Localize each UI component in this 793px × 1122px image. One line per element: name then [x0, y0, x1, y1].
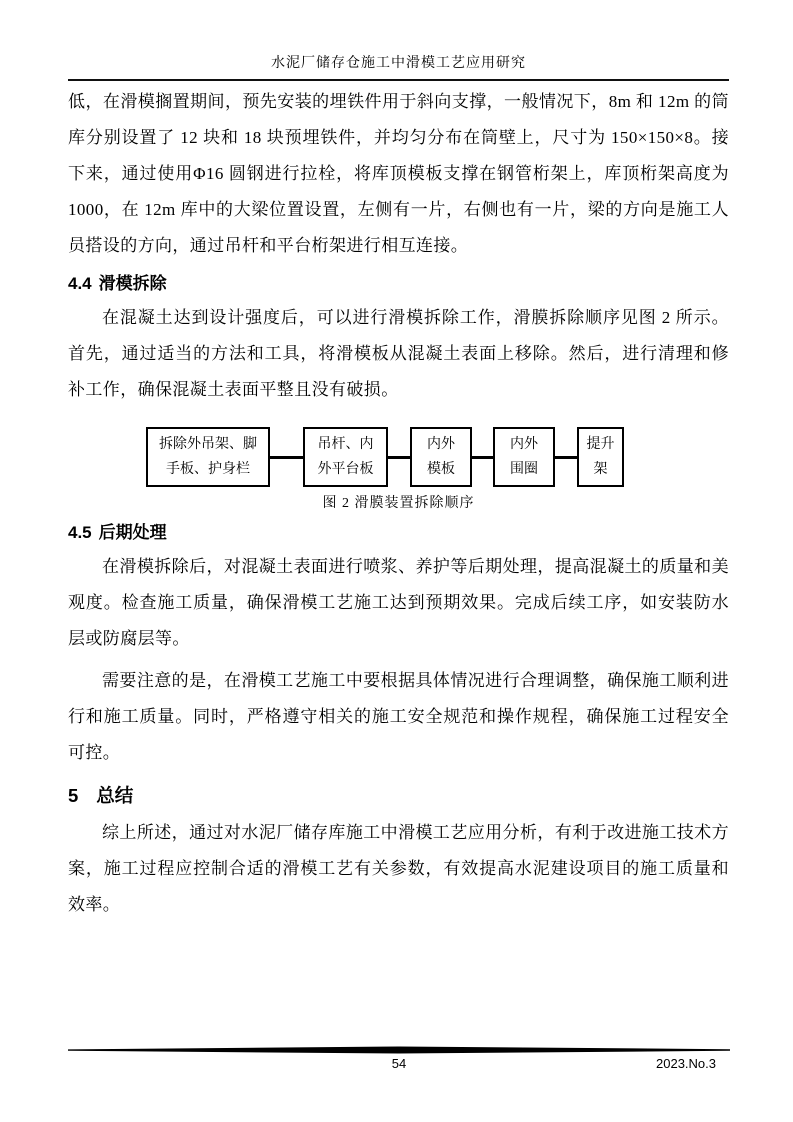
flow-box-text: 架: [593, 462, 608, 477]
section-title: 后期处理: [98, 523, 167, 542]
flow-box-formwork: [410, 427, 472, 487]
paragraph: 在滑模拆除后，对混凝土表面进行喷浆、养护等后期处理，提高混凝土的质量和美观度。检查施工质量，确保滑模工艺施工达到预期效果。完成后续工序，如安装防水层或防腐层等。: [68, 557, 729, 648]
footer-row: [68, 1056, 730, 1072]
flow-box-text: 围圈: [510, 462, 538, 477]
section-number: 4.5: [68, 523, 92, 542]
section-number: 4.4: [68, 274, 92, 293]
flow-box-text: 外平台板: [317, 462, 374, 477]
flow-box-text: 吊杆、内: [317, 437, 374, 452]
flow-box-hoops: [493, 427, 555, 487]
flow-connector: [388, 456, 410, 459]
section-heading-4-5: [68, 519, 729, 547]
paragraph-continuation: 低，在滑模搁置期间，预先安装的埋铁件用于斜向支撑，一般情况下，8m 和 12m 的筒库分别设置了 12 块和 18 块预埋铁件，并均匀分布在筒壁上，尺寸为 150×150×8。接下来，通过使用Φ16 圆钢进行拉栓，将库顶模板支撑在钢管桁架上，库顶桁架高度为 1000，在 12m 库中的大梁位置设置，左侧有一片，右侧也有一片，梁的方向是施工人员搭设的方向，通过吊杆和平台桁架进行相互连接。: [68, 92, 729, 255]
flow-box-dismantle-hangers: [146, 427, 270, 487]
flow-box-text: 手板、护身栏: [166, 462, 250, 477]
flow-box-text: 提升: [586, 437, 615, 452]
flow-box-text: 内外: [427, 437, 455, 452]
page-number: 54: [391, 1056, 407, 1071]
page-footer: [68, 1046, 730, 1072]
section-heading-4-4: [68, 270, 729, 298]
figure-caption: 图 2 滑膜装置拆除顺序: [322, 496, 475, 511]
paragraph: 综上所述，通过对水泥厂储存库施工中滑模工艺应用分析，有利于改进施工技术方案，施工过程应控制合适的滑模工艺有关参数，有效提高水泥建设项目的施工质量和效率。: [68, 823, 729, 914]
paragraph: 需要注意的是，在滑模工艺施工中要根据具体情况进行合理调整，确保施工顺利进行和施工质量。同时，严格遵守相关的施工安全规范和操作规程，确保施工过程安全可控。: [68, 671, 729, 762]
flow-box-text: 拆除外吊架、脚: [159, 437, 257, 452]
footer-rule: [68, 1046, 730, 1054]
flow-connector: [472, 456, 493, 459]
figure-flowchart: [146, 427, 729, 487]
flow-box-platform-boards: [303, 427, 388, 487]
flow-box-lifting-frame: [577, 427, 624, 487]
section-title: 总结: [96, 785, 134, 806]
running-header: [68, 54, 729, 81]
section-title: 滑模拆除: [98, 274, 167, 293]
issue-number: 2023.No.3: [656, 1056, 716, 1071]
flow-box-text: 内外: [510, 437, 538, 452]
running-title: 水泥厂储存仓施工中滑模工艺应用研究: [271, 56, 526, 71]
flow-connector: [270, 456, 303, 459]
paragraph: 在混凝土达到设计强度后，可以进行滑模拆除工作，滑膜拆除顺序见图 2 所示。首先，通过适当的方法和工具，将滑模板从混凝土表面上移除。然后，进行清理和修补工作，确保混凝土表面平整且没有破损。: [68, 308, 729, 399]
section-number: 5: [68, 785, 79, 806]
section-heading-5: [68, 781, 729, 811]
flow-connector: [555, 456, 577, 459]
flow-box-text: 模板: [427, 462, 455, 477]
